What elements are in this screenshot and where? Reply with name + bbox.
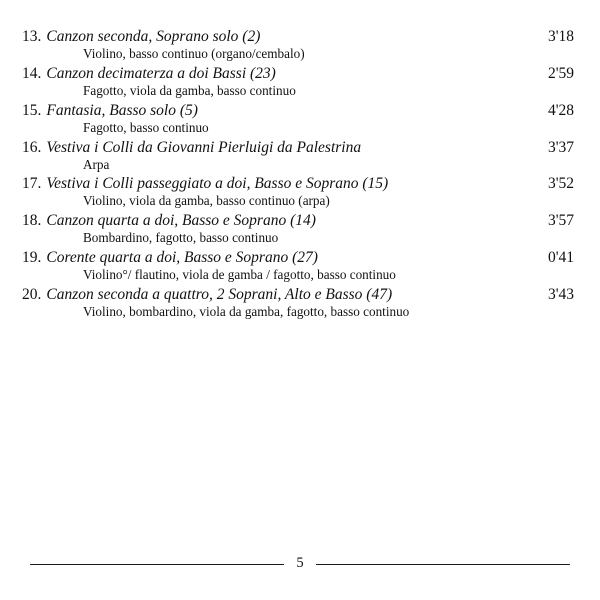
- track-title: Fantasia, Basso solo (5): [46, 101, 198, 119]
- track-number: 18.: [22, 212, 42, 230]
- track-number: 19.: [22, 249, 42, 267]
- track-list: [22, 28, 574, 320]
- track-number: 13.: [22, 28, 42, 45]
- track-item: [22, 102, 574, 136]
- track-instruments: Fagotto, viola da gamba, basso continuo: [83, 82, 296, 98]
- track-duration: 4'28: [547, 101, 574, 119]
- footer-rule-group: [30, 556, 570, 573]
- track-instruments: Bombardino, fagotto, basso continuo: [83, 230, 279, 246]
- track-heading: [22, 139, 574, 157]
- track-title: Vestiva i Colli da Giovanni Pierluigi da Palestrina: [46, 138, 362, 156]
- track-title: Canzon seconda, Soprano solo (2): [46, 28, 261, 45]
- track-heading: [22, 249, 574, 267]
- track-duration: 3'43: [547, 285, 574, 303]
- track-heading: [22, 102, 574, 120]
- track-duration: 3'18: [547, 28, 574, 45]
- track-item: [22, 28, 574, 62]
- track-heading: [22, 212, 574, 230]
- track-duration: 3'37: [547, 138, 574, 156]
- track-instruments: Arpa: [83, 156, 110, 172]
- track-title: Corente quarta a doi, Basso e Soprano (27): [46, 249, 318, 267]
- track-instruments: Violino°/ flautino, viola de gamba / fagotto, basso continuo: [83, 267, 396, 283]
- track-instruments: Violino, bombardino, viola da gamba, fagotto, basso continuo: [83, 303, 410, 319]
- track-title: Vestiva i Colli passeggiato a doi, Basso e Soprano (15): [46, 175, 389, 193]
- page-footer: [0, 542, 600, 582]
- track-heading: [22, 286, 574, 304]
- track-heading: [22, 65, 574, 83]
- track-heading: [22, 28, 574, 46]
- track-item: [22, 65, 574, 99]
- track-item: [22, 212, 574, 246]
- track-number: 20.: [22, 285, 42, 303]
- track-instruments: Violino, basso continuo (organo/cembalo): [83, 46, 305, 61]
- track-title: Canzon decimaterza a doi Bassi (23): [46, 64, 276, 82]
- track-duration: 3'57: [547, 212, 574, 230]
- track-heading: [22, 175, 574, 193]
- track-duration: 2'59: [547, 64, 574, 82]
- track-instruments: Fagotto, basso continuo: [83, 119, 209, 135]
- track-instruments: Violino, viola da gamba, basso continuo (arpa): [83, 193, 330, 209]
- footer-rule-left: [30, 564, 284, 565]
- track-number: 14.: [22, 64, 42, 82]
- track-number: 16.: [22, 138, 42, 156]
- track-title: Canzon seconda a quattro, 2 Soprani, Alto e Basso (47): [46, 285, 393, 303]
- track-number: 15.: [22, 101, 42, 119]
- track-item: [22, 175, 574, 209]
- track-duration: 3'52: [547, 175, 574, 193]
- page-number: 5: [296, 555, 304, 571]
- track-item: [22, 286, 574, 320]
- track-duration: 0'41: [547, 249, 574, 267]
- track-title: Canzon quarta a doi, Basso e Soprano (14): [46, 212, 316, 230]
- track-number: 17.: [22, 175, 42, 193]
- track-item: [22, 249, 574, 283]
- footer-rule-right: [316, 564, 570, 565]
- track-item: [22, 139, 574, 173]
